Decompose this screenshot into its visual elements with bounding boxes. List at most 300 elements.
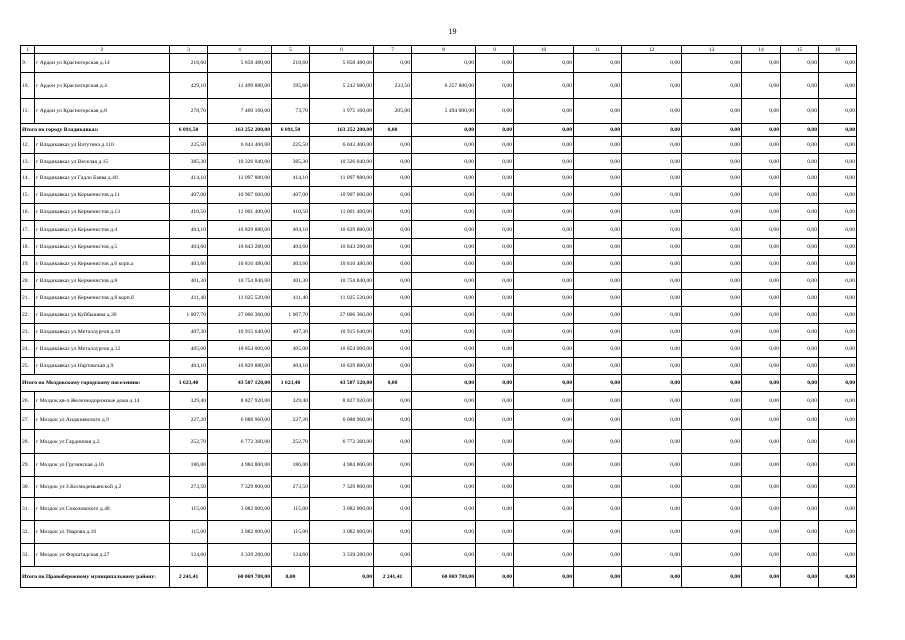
value-cell: 0,00 <box>412 170 476 187</box>
subtotal-label: Итого по Правобережному муниципальному району: <box>21 567 170 588</box>
address-cell: г Владикавказ ул Ватутина д.110 <box>35 137 170 154</box>
value-cell: 0,00 <box>514 256 574 273</box>
subtotal-value: 60 069 788,00 <box>208 567 272 588</box>
page-number: 19 <box>448 27 457 36</box>
value-cell: 0,00 <box>742 154 781 170</box>
value-cell: 0,00 <box>682 324 742 341</box>
value-cell: 0,00 <box>476 307 514 324</box>
value-cell: 0,00 <box>412 54 476 73</box>
value-cell: 0,00 <box>819 73 857 99</box>
subtotal-row <box>21 375 857 392</box>
address-cell: г Моздок ул Соколовского д.48 <box>35 498 170 521</box>
value-cell: 0,00 <box>622 239 682 256</box>
value-cell: 0,00 <box>682 290 742 307</box>
value-cell: 0,00 <box>819 239 857 256</box>
value-cell: 0,00 <box>374 239 412 256</box>
row-number-cell: 28. <box>21 430 35 454</box>
value-cell: 0,00 <box>412 392 476 410</box>
value-cell: 4 984 800,00 <box>310 454 374 477</box>
value-cell: 0,00 <box>514 187 574 204</box>
value-cell: 0,00 <box>819 221 857 239</box>
value-cell: 0,00 <box>682 154 742 170</box>
value-cell: 0,00 <box>374 307 412 324</box>
column-number-cell: 2 <box>35 46 170 54</box>
value-cell: 0,00 <box>514 324 574 341</box>
value-cell: 0,00 <box>781 544 819 567</box>
value-cell: 0,00 <box>682 137 742 154</box>
value-cell: 0,00 <box>574 204 622 221</box>
value-cell: 0,00 <box>742 410 781 430</box>
value-cell: 0,00 <box>622 204 682 221</box>
value-cell: 73,70 <box>272 99 310 124</box>
value-cell: 0,00 <box>574 221 622 239</box>
column-number-cell: 3 <box>170 46 208 54</box>
value-cell: 0,00 <box>819 498 857 521</box>
value-cell: 0,00 <box>622 307 682 324</box>
value-cell: 0,00 <box>819 99 857 124</box>
subtotal-label: Итого по Моздокскому городскому поселению: <box>21 375 170 392</box>
row-number-cell: 23. <box>21 324 35 341</box>
value-cell: 233,50 <box>374 73 412 99</box>
value-cell: 0,00 <box>374 521 412 544</box>
value-cell: 0,00 <box>682 187 742 204</box>
value-cell: 10 326 040,00 <box>208 154 272 170</box>
value-cell: 410,50 <box>272 204 310 221</box>
value-cell: 0,00 <box>412 410 476 430</box>
row-number-cell: 10. <box>21 73 35 99</box>
value-cell: 0,00 <box>781 341 819 358</box>
value-cell: 0,00 <box>819 137 857 154</box>
value-cell: 10 843 280,00 <box>208 239 272 256</box>
subtotal-value: 2 241,41 <box>374 567 412 588</box>
value-cell: 0,00 <box>514 392 574 410</box>
column-number-cell: 10 <box>514 46 574 54</box>
value-cell: 0,00 <box>682 73 742 99</box>
value-cell: 0,00 <box>781 239 819 256</box>
value-cell: 0,00 <box>574 454 622 477</box>
value-cell: 0,00 <box>622 521 682 544</box>
value-cell: 5 858 480,00 <box>208 54 272 73</box>
address-cell: г Моздок кв-л Железнодорожные дома д.14 <box>35 392 170 410</box>
value-cell: 0,00 <box>622 154 682 170</box>
value-cell: 0,00 <box>682 498 742 521</box>
value-cell: 0,00 <box>412 498 476 521</box>
value-cell: 0,00 <box>374 170 412 187</box>
value-cell: 10 829 880,00 <box>310 221 374 239</box>
value-cell: 6 043 400,00 <box>310 137 374 154</box>
row-number-cell: 12. <box>21 137 35 154</box>
value-cell: 0,00 <box>574 410 622 430</box>
value-cell: 0,00 <box>742 73 781 99</box>
value-cell: 0,00 <box>514 73 574 99</box>
value-cell: 0,00 <box>819 410 857 430</box>
value-cell: 0,00 <box>574 154 622 170</box>
value-cell: 0,00 <box>514 154 574 170</box>
value-cell: 0,00 <box>781 137 819 154</box>
value-cell: 5 858 480,00 <box>310 54 374 73</box>
value-cell: 186,00 <box>272 454 310 477</box>
value-cell: 403,60 <box>170 256 208 273</box>
value-cell: 407,00 <box>170 187 208 204</box>
value-cell: 0,00 <box>622 544 682 567</box>
value-cell: 0,00 <box>412 324 476 341</box>
value-cell: 3 082 000,00 <box>208 498 272 521</box>
value-cell: 0,00 <box>781 99 819 124</box>
row-number-cell: 11. <box>21 99 35 124</box>
table-row <box>21 204 857 221</box>
table-row <box>21 273 857 290</box>
value-cell: 0,00 <box>622 137 682 154</box>
value-cell: 0,00 <box>682 170 742 187</box>
value-cell: 0,00 <box>781 170 819 187</box>
value-cell: 0,00 <box>622 290 682 307</box>
subtotal-row <box>21 567 857 588</box>
value-cell: 227,20 <box>272 410 310 430</box>
value-cell: 10 907 600,00 <box>310 187 374 204</box>
value-cell: 0,00 <box>742 137 781 154</box>
value-cell: 0,00 <box>374 154 412 170</box>
column-number-cell: 9 <box>476 46 514 54</box>
table-row <box>21 221 857 239</box>
value-cell: 0,00 <box>412 544 476 567</box>
table-row <box>21 137 857 154</box>
table-row <box>21 256 857 273</box>
value-cell: 0,00 <box>476 358 514 375</box>
value-cell: 0,00 <box>374 341 412 358</box>
address-cell: г Владикавказ ул Гадло Баева д.40 <box>35 170 170 187</box>
address-cell: г Ардон ул Красногорская д.8 <box>35 99 170 124</box>
row-number-cell: 30. <box>21 477 35 498</box>
value-cell: 0,00 <box>374 477 412 498</box>
address-cell: г Моздок ул Гардинная д.2 <box>35 430 170 454</box>
subtotal-value: 0,00 <box>781 124 819 137</box>
value-cell: 0,00 <box>781 204 819 221</box>
subtotal-value: 0,00 <box>374 124 412 137</box>
value-cell: 0,00 <box>514 454 574 477</box>
address-cell: г Моздок ул Форштадская д.27 <box>35 544 170 567</box>
column-number-cell: 16 <box>819 46 857 54</box>
value-cell: 0,00 <box>514 430 574 454</box>
address-cell: г Моздок ул Уварова д.16 <box>35 521 170 544</box>
subtotal-value: 2 241,41 <box>170 567 208 588</box>
value-cell: 0,00 <box>412 239 476 256</box>
value-cell: 0,00 <box>514 99 574 124</box>
value-cell: 10 829 880,00 <box>208 221 272 239</box>
value-cell: 218,60 <box>272 54 310 73</box>
subtotal-value: 0,00 <box>514 375 574 392</box>
value-cell: 0,00 <box>819 544 857 567</box>
subtotal-value: 163 252 200,00 <box>208 124 272 137</box>
value-cell: 401,30 <box>170 273 208 290</box>
value-cell: 10 854 000,00 <box>208 341 272 358</box>
value-cell: 3 339 280,00 <box>310 544 374 567</box>
value-cell: 0,00 <box>781 307 819 324</box>
value-cell: 0,00 <box>742 239 781 256</box>
value-cell: 6 088 960,00 <box>310 410 374 430</box>
value-cell: 0,00 <box>574 239 622 256</box>
table-row <box>21 410 857 430</box>
value-cell: 0,00 <box>781 521 819 544</box>
subtotal-value: 0,00 <box>682 124 742 137</box>
value-cell: 0,00 <box>682 392 742 410</box>
table-row <box>21 154 857 170</box>
value-cell: 1 007,70 <box>170 307 208 324</box>
value-cell: 0,00 <box>374 221 412 239</box>
value-cell: 0,00 <box>742 290 781 307</box>
value-cell: 11 025 520,00 <box>310 290 374 307</box>
value-cell: 0,00 <box>682 341 742 358</box>
column-number-cell: 12 <box>622 46 682 54</box>
value-cell: 0,00 <box>514 137 574 154</box>
subtotal-value: 0,00 <box>682 375 742 392</box>
value-cell: 252,70 <box>272 430 310 454</box>
subtotal-value: 0,00 <box>514 567 574 588</box>
value-cell: 0,00 <box>781 430 819 454</box>
value-cell: 414,10 <box>170 170 208 187</box>
table-row <box>21 454 857 477</box>
value-cell: 0,00 <box>476 273 514 290</box>
table-row <box>21 290 857 307</box>
value-cell: 0,00 <box>682 273 742 290</box>
value-cell: 0,00 <box>742 170 781 187</box>
value-cell: 6 772 360,00 <box>208 430 272 454</box>
value-cell: 0,00 <box>622 73 682 99</box>
value-cell: 0,00 <box>742 358 781 375</box>
address-cell: г Владикавказ ул Керменистов д.8 корп.б <box>35 290 170 307</box>
value-cell: 4 984 800,00 <box>208 454 272 477</box>
value-cell: 11 001 400,00 <box>310 204 374 221</box>
address-cell: г Владикавказ ул Керменистов д.13 <box>35 204 170 221</box>
value-cell: 0,00 <box>781 290 819 307</box>
value-cell: 0,00 <box>514 290 574 307</box>
value-cell: 0,00 <box>374 454 412 477</box>
value-cell: 0,00 <box>574 187 622 204</box>
value-cell: 0,00 <box>819 477 857 498</box>
value-cell: 0,00 <box>622 187 682 204</box>
value-cell: 404,10 <box>170 221 208 239</box>
value-cell: 0,00 <box>476 544 514 567</box>
value-cell: 0,00 <box>742 454 781 477</box>
subtotal-label: Итого по городу Владикавказ: <box>21 124 170 137</box>
value-cell: 0,00 <box>476 99 514 124</box>
table-row <box>21 324 857 341</box>
subtotal-row <box>21 124 857 137</box>
value-cell: 0,00 <box>622 324 682 341</box>
value-cell: 0,00 <box>781 324 819 341</box>
value-cell: 403,60 <box>272 256 310 273</box>
row-number-cell: 18. <box>21 239 35 256</box>
value-cell: 405,00 <box>170 341 208 358</box>
value-cell: 115,00 <box>170 498 208 521</box>
value-cell: 0,00 <box>574 99 622 124</box>
row-number-cell: 17. <box>21 221 35 239</box>
value-cell: 407,30 <box>170 324 208 341</box>
housing-program-table <box>20 45 857 588</box>
column-number-cell: 8 <box>412 46 476 54</box>
table-row <box>21 187 857 204</box>
value-cell: 0,00 <box>374 358 412 375</box>
subtotal-value: 0,00 <box>781 375 819 392</box>
address-cell: г Владикавказ ул Керменистов д.6 корп.а <box>35 256 170 273</box>
value-cell: 429,10 <box>170 73 208 99</box>
value-cell: 0,00 <box>622 454 682 477</box>
value-cell: 278,70 <box>170 99 208 124</box>
value-cell: 11 001 400,00 <box>208 204 272 221</box>
value-cell: 0,00 <box>781 256 819 273</box>
value-cell: 0,00 <box>412 358 476 375</box>
address-cell: г Владикавказ ул Металлургов д.10 <box>35 324 170 341</box>
value-cell: 0,00 <box>574 392 622 410</box>
table-row <box>21 392 857 410</box>
value-cell: 0,00 <box>412 290 476 307</box>
value-cell: 0,00 <box>514 307 574 324</box>
value-cell: 6 257 800,00 <box>412 73 476 99</box>
value-cell: 0,00 <box>412 187 476 204</box>
value-cell: 0,00 <box>622 498 682 521</box>
value-cell: 11 499 880,00 <box>208 73 272 99</box>
value-cell: 0,00 <box>514 358 574 375</box>
value-cell: 5 494 000,00 <box>412 99 476 124</box>
value-cell: 225,50 <box>272 137 310 154</box>
value-cell: 0,00 <box>476 341 514 358</box>
table-row <box>21 430 857 454</box>
value-cell: 0,00 <box>781 273 819 290</box>
value-cell: 0,00 <box>819 290 857 307</box>
value-cell: 0,00 <box>742 99 781 124</box>
value-cell: 0,00 <box>742 341 781 358</box>
value-cell: 0,00 <box>622 273 682 290</box>
subtotal-value: 0,00 <box>622 567 682 588</box>
value-cell: 0,00 <box>622 170 682 187</box>
value-cell: 0,00 <box>574 54 622 73</box>
value-cell: 0,00 <box>374 324 412 341</box>
value-cell: 0,00 <box>374 54 412 73</box>
value-cell: 115,00 <box>272 498 310 521</box>
address-cell: г Владикавказ ул Керменистов д.4 <box>35 221 170 239</box>
value-cell: 11 025 520,00 <box>208 290 272 307</box>
column-number-cell: 6 <box>310 46 374 54</box>
value-cell: 10 816 480,00 <box>208 256 272 273</box>
row-number-cell: 29. <box>21 454 35 477</box>
value-cell: 10 829 880,00 <box>310 358 374 375</box>
value-cell: 0,00 <box>819 341 857 358</box>
value-cell: 0,00 <box>781 358 819 375</box>
value-cell: 0,00 <box>742 521 781 544</box>
row-number-cell: 15. <box>21 187 35 204</box>
value-cell: 0,00 <box>412 521 476 544</box>
table-row <box>21 341 857 358</box>
value-cell: 124,60 <box>170 544 208 567</box>
subtotal-value: 0,00 <box>819 375 857 392</box>
value-cell: 27 006 360,00 <box>310 307 374 324</box>
value-cell: 0,00 <box>742 307 781 324</box>
column-number-cell: 4 <box>208 46 272 54</box>
table-row <box>21 239 857 256</box>
value-cell: 0,00 <box>819 324 857 341</box>
value-cell: 0,00 <box>781 187 819 204</box>
value-cell: 0,00 <box>742 430 781 454</box>
value-cell: 0,00 <box>682 477 742 498</box>
value-cell: 227,20 <box>170 410 208 430</box>
value-cell: 0,00 <box>574 324 622 341</box>
value-cell: 0,00 <box>682 358 742 375</box>
value-cell: 7 329 800,00 <box>310 477 374 498</box>
value-cell: 404,60 <box>170 239 208 256</box>
value-cell: 0,00 <box>574 273 622 290</box>
value-cell: 0,00 <box>742 204 781 221</box>
column-number-row <box>21 46 857 54</box>
value-cell: 0,00 <box>476 204 514 221</box>
value-cell: 0,00 <box>374 256 412 273</box>
value-cell: 404,10 <box>170 358 208 375</box>
value-cell: 7 469 160,00 <box>208 99 272 124</box>
value-cell: 410,50 <box>170 204 208 221</box>
value-cell: 0,00 <box>412 307 476 324</box>
value-cell: 252,70 <box>170 430 208 454</box>
address-cell: г Моздок ул Грузинская д.16 <box>35 454 170 477</box>
value-cell: 0,00 <box>819 358 857 375</box>
column-number-cell: 15 <box>781 46 819 54</box>
value-cell: 10 326 040,00 <box>310 154 374 170</box>
value-cell: 0,00 <box>781 54 819 73</box>
subtotal-value: 163 252 200,00 <box>310 124 374 137</box>
address-cell: г Владикавказ ул Керменистов д.8 <box>35 273 170 290</box>
table-row <box>21 54 857 73</box>
row-number-cell: 31. <box>21 498 35 521</box>
value-cell: 0,00 <box>514 54 574 73</box>
value-cell: 0,00 <box>622 430 682 454</box>
value-cell: 0,00 <box>574 170 622 187</box>
value-cell: 10 829 880,00 <box>208 358 272 375</box>
value-cell: 0,00 <box>574 498 622 521</box>
value-cell: 1 007,70 <box>272 307 310 324</box>
subtotal-value: 0,00 <box>742 375 781 392</box>
row-number-cell: 32. <box>21 521 35 544</box>
subtotal-value: 0,00 <box>574 375 622 392</box>
column-number-cell: 11 <box>574 46 622 54</box>
value-cell: 10 754 840,00 <box>208 273 272 290</box>
table-body <box>21 46 857 588</box>
subtotal-value: 0,00 <box>374 375 412 392</box>
address-cell: г Ардон ул Красногорская д.14 <box>35 54 170 73</box>
value-cell: 0,00 <box>412 341 476 358</box>
subtotal-value: 1 623,40 <box>170 375 208 392</box>
value-cell: 0,00 <box>412 256 476 273</box>
subtotal-value: 6 091,50 <box>170 124 208 137</box>
value-cell: 0,00 <box>574 544 622 567</box>
value-cell: 0,00 <box>622 392 682 410</box>
value-cell: 124,60 <box>272 544 310 567</box>
value-cell: 0,00 <box>781 454 819 477</box>
value-cell: 0,00 <box>412 430 476 454</box>
subtotal-value: 6 091,50 <box>272 124 310 137</box>
value-cell: 10 816 480,00 <box>310 256 374 273</box>
value-cell: 0,00 <box>476 430 514 454</box>
value-cell: 0,00 <box>476 521 514 544</box>
subtotal-value: 0,00 <box>514 124 574 137</box>
value-cell: 0,00 <box>742 477 781 498</box>
value-cell: 7 329 800,00 <box>208 477 272 498</box>
value-cell: 0,00 <box>781 73 819 99</box>
value-cell: 186,00 <box>170 454 208 477</box>
value-cell: 0,00 <box>781 477 819 498</box>
value-cell: 6 772 360,00 <box>310 430 374 454</box>
value-cell: 195,60 <box>272 73 310 99</box>
value-cell: 0,00 <box>682 521 742 544</box>
value-cell: 0,00 <box>574 256 622 273</box>
value-cell: 0,00 <box>819 307 857 324</box>
value-cell: 0,00 <box>682 99 742 124</box>
